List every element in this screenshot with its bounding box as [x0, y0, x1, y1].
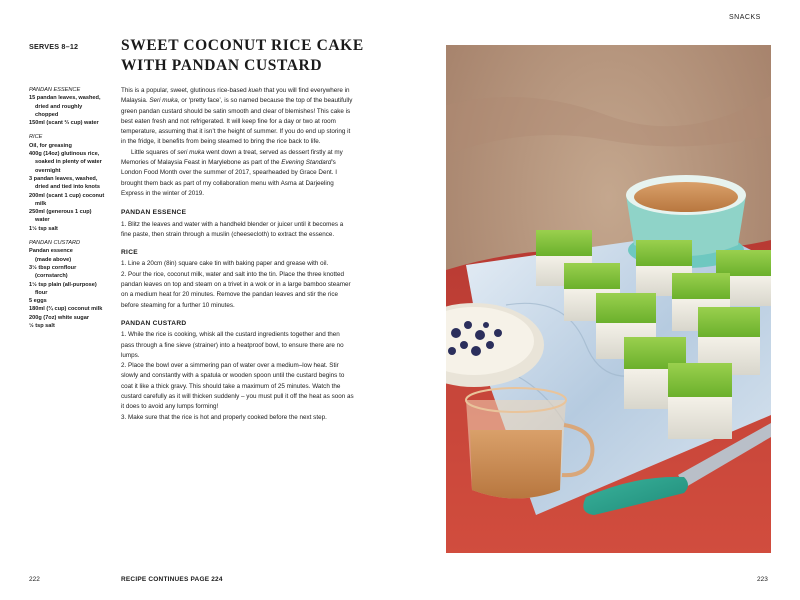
method-section-heading: PANDAN CUSTARD: [121, 319, 187, 327]
ingredient-line: 200g (7oz) white sugar: [29, 314, 89, 321]
ingredient-section-heading: RICE: [29, 134, 43, 141]
ingredient-line: chopped: [35, 111, 59, 118]
ingredient-line: (made above): [35, 256, 72, 263]
method-step: 1. While the rice is cooking, whisk all the custard ingredients together and then pass through a fine sieve (strainer) into a heatproof bowl, to ensure there are no lumps.: [121, 331, 344, 359]
ingredient-section-heading: PANDAN CUSTARD: [29, 240, 81, 247]
section-label: SNACKS: [729, 14, 761, 21]
ingredient-line: 1½ tsp plain (all-purpose): [29, 281, 97, 288]
ingredient-item: [29, 264, 107, 281]
ingredient-item: [29, 281, 107, 298]
ingredient-line: 5 eggs: [29, 298, 47, 305]
recipe-title-line-1: SWEET COCONUT RICE CAKE: [121, 37, 364, 54]
ingredient-line: water: [35, 217, 50, 224]
ingredients-list: [29, 86, 107, 330]
ingredient-item: [29, 322, 107, 330]
recipe-title: [121, 36, 421, 76]
ingredient-section-heading: PANDAN ESSENCE: [29, 87, 81, 93]
ingredient-line: 150ml (scant ⅔ cup) water: [29, 120, 99, 127]
ingredient-line: (cornstarch): [35, 273, 68, 280]
ingredient-item: [29, 305, 107, 313]
method-section-heading: PANDAN ESSENCE: [121, 209, 187, 217]
teacup-tea: [634, 182, 738, 212]
ingredient-line: overnight: [35, 167, 61, 174]
method-column: [121, 86, 354, 423]
ingredient-item: [29, 119, 107, 127]
ingredient-item: [29, 192, 107, 209]
photo-illustration: [446, 45, 771, 553]
ingredient-line: flour: [35, 289, 48, 296]
ingredient-item: [29, 94, 107, 119]
method-step: 2. Place the bowl over a simmering pan of water over a medium–low heat. Stir slowly and constantly with a spatula or wooden spoon until the custard begins to coat it like a thick gravy. This should take a maximum of 25 minutes. Watch the custard carefully as it will thicken suddenly – you must pull it off the heat as soon as it does to avoid any lumps forming!: [121, 362, 354, 411]
ingredient-line: milk: [35, 200, 47, 207]
ingredient-item: [29, 247, 107, 264]
ingredient-line: Pandan essence: [29, 248, 73, 255]
ingredient-line: 180ml (¾ cup) coconut milk: [29, 306, 103, 313]
ingredient-line: 3 pandan leaves, washed,: [29, 175, 98, 182]
page-number-right: 223: [757, 576, 768, 583]
ingredient-item: [29, 208, 107, 225]
ingredient-item: [29, 150, 107, 175]
ingredient-line: dried and tied into knots: [35, 184, 100, 191]
ingredient-line: 250ml (generous 1 cup): [29, 209, 92, 216]
method-step: 3. Make sure that the rice is hot and properly cooked before the next step.: [121, 413, 327, 421]
ingredient-line: 400g (14oz) glutinous rice,: [29, 151, 100, 158]
method-section-heading: RICE: [121, 249, 138, 257]
ingredient-line: dried and roughly: [35, 103, 83, 110]
intro-paragraph-1: This is a popular, sweet, glutinous rice-based kueh that you will find everywhere in Malaysia. Seri muka, or ‘pretty face’, is so named because the top of the beautifully green pandan custard should be satin smooth and clear of blemishes! This cake is best eaten fresh and not refrigerated. It will keep fine for a day or two at room temperature, assuming that it isn’t the height of summer. If you do end up storing it in the fridge, it benefits from being steamed to bring the rice back to life.: [121, 87, 353, 146]
recipe-continues: RECIPE CONTINUES PAGE 224: [121, 576, 223, 583]
method-step: 2. Pour the rice, coconut milk, water and salt into the tin. Place the three knotted pandan leaves on top and steam on a trivet in a wok or in a large bamboo steamer on a medium heat for 20 minutes. Remove the pandan leaves and stir the rice before steaming for a further 10 minutes.: [121, 270, 351, 309]
method-sections: [121, 208, 354, 423]
recipe-photo: [446, 45, 771, 553]
method-step: 1. Blitz the leaves and water with a handheld blender or juicer until it becomes a fine paste, then strain through a muslin (cheesecloth) to extract the essence.: [121, 220, 344, 238]
ingredient-item: [29, 297, 107, 305]
kueh-piece: [668, 363, 732, 439]
ingredient-item: [29, 175, 107, 192]
ingredient-line: 200ml (scant 1 cup) coconut: [29, 192, 105, 199]
ingredient-item: [29, 142, 107, 150]
ingredient-item: [29, 225, 107, 233]
page-number-left: 222: [29, 576, 40, 583]
method-step: 1. Line a 20cm (8in) square cake tin with baking paper and grease with oil.: [121, 260, 329, 268]
recipe-title-line-2: WITH PANDAN CUSTARD: [121, 57, 323, 74]
intro-paragraph-2: Little squares of seri muka went down a treat, served as dessert firstly at my Memories of Malaysia Feast in Marylebone as part of the Evening Standard’s London Food Month over the summer of 2017, spearheaded by Grace Dent. I brought them back as part of my collaboration menu with Asma at Darjeeling Express in the winter of 2019.: [121, 148, 343, 197]
ingredient-line: ½ tsp salt: [29, 323, 55, 330]
ingredient-line: 15 pandan leaves, washed,: [29, 95, 101, 102]
ingredient-line: 1½ tsp salt: [29, 225, 58, 232]
ingredient-item: [29, 314, 107, 322]
ingredient-line: soaked in plenty of water: [35, 159, 102, 166]
ingredient-line: 3½ tbsp cornflour: [29, 264, 77, 271]
serves-label: SERVES 8–12: [29, 42, 79, 51]
ingredient-line: Oil, for greasing: [29, 142, 72, 149]
